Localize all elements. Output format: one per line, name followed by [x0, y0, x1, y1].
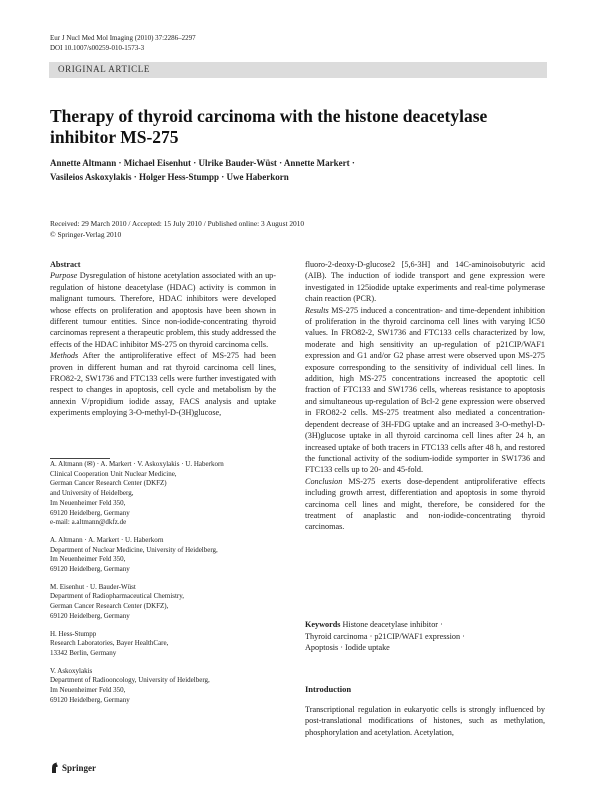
affiliation-line: Im Neuenheimer Feld 350,	[50, 555, 126, 564]
methods-paragraph	[50, 350, 276, 418]
results-label: Results	[305, 305, 329, 315]
conclusion-paragraph	[305, 476, 545, 533]
article-title: Therapy of thyroid carcinoma with the histone deacetylase inhibitor MS-275	[50, 106, 488, 147]
publication-history	[50, 219, 550, 240]
history-dates: Received: 29 March 2010 / Accepted: 15 July 2010 / Published online: 3 August 2010	[50, 219, 305, 228]
publisher-name: Springer	[62, 763, 97, 773]
author-line: Annette Altmann · Michael Eisenhut · Ulrike Bauder-Wüst · Annette Markert ·	[50, 158, 355, 168]
keywords	[305, 619, 545, 654]
affiliation-line: 69120 Heidelberg, Germany	[50, 508, 130, 517]
affiliation-line: A. Altmann (✉) · A. Markert · V. Askoxylakis · U. Haberkorn	[50, 460, 224, 468]
affiliation-line: 69120 Heidelberg, Germany	[50, 565, 130, 574]
affiliation-line: Im Neuenheimer Feld 350,	[50, 686, 126, 695]
affiliation-line: M. Eisenhut · U. Bauder-Wüst	[50, 582, 136, 591]
introduction-heading: Introduction	[305, 684, 352, 694]
results-text: MS-275 induced a concentration- and time-dependent inhibition of proliferation in the thyroid carcinoma cell lines with varying IC50 values. In FRO82-2, SW1736 and FTC133 cells characterized by low, moderate and high sensitivity an up-regulation of p21CIP/WAF1 expression and G1 and/or G2 phase arrest were observed upon MS-275 exposure corresponding to the sensitivity of individual cell lines. In addition, high MS-275 concentrations increased the apoptotic cell fraction of FTC133 and SW1736 cells, whereas resistance to apoptosis and simultaneous up-regulation of Bcl-2 gene expression were observed in FRO82-2 cells. MS-275 treatment also mediated a concentration-dependent decrease of 3H-FDG uptake and an increased 3-O-methyl-D-(3H)glucose uptake in all thyroid carcinoma cell lines after 24 h, an increased uptake of both tracers in FTC133 cells after 48 h, and restored the functional activity of the sodium-iodide symporter in SW1736 and FTC133 cells up to 20- and 45-fold.	[305, 305, 546, 475]
affiliation-block	[50, 460, 278, 528]
affiliation-line: 69120 Heidelberg, Germany	[50, 611, 130, 620]
conclusion-label: Conclusion	[305, 476, 343, 486]
keywords-line-2: Thyroid carcinoma · p21CIP/WAF1 expression ·	[305, 631, 465, 641]
affiliation-line: Department of Nuclear Medicine, University of Heidelberg,	[50, 545, 218, 554]
affiliation-block	[50, 536, 278, 575]
journal-citation	[50, 33, 196, 53]
affiliation-block	[50, 583, 278, 622]
keywords-line-1: Histone deacetylase inhibitor ·	[342, 620, 443, 629]
affiliation-line: German Cancer Research Center (DKFZ),	[50, 602, 169, 611]
affiliation-block	[50, 667, 278, 706]
affiliation-line: Im Neuenheimer Feld 350,	[50, 498, 126, 507]
affiliation-line: German Cancer Research Center (DKFZ)	[50, 479, 167, 488]
author-list	[50, 157, 490, 184]
affiliations	[50, 460, 278, 713]
author-line: Vasileios Askoxylakis · Holger Hess-Stumpp · Uwe Haberkorn	[50, 171, 289, 182]
results-paragraph	[305, 305, 545, 476]
affiliation-divider	[50, 458, 110, 459]
doi-line: DOI 10.1007/s00259-010-1573-3	[50, 44, 145, 52]
purpose-paragraph	[50, 270, 276, 350]
affiliation-block	[50, 630, 278, 659]
affiliation-line: and University of Heidelberg,	[50, 489, 134, 498]
affiliation-line: e-mail: a.altmann@dkfz.de	[50, 518, 127, 527]
keywords-label: Keywords	[305, 620, 341, 629]
keywords-line	[305, 619, 545, 631]
affiliation-line: 69120 Heidelberg, Germany	[50, 695, 130, 704]
affiliation-line: Department of Radiopharmaceutical Chemistry,	[50, 592, 185, 601]
methods-continued: fluoro-2-deoxy-D-glucose2 [5,6-3H] and 14C-aminoisobutyric acid (AIB). The induction of iodide transport and gene expression were investigated in 125iodide uptake experiments and real-time polymerase chain reaction (PCR).	[305, 260, 545, 304]
keywords-line-3: Apoptosis · Iodide uptake	[305, 643, 390, 653]
springer-horse-logo-icon	[50, 762, 59, 774]
conclusion-text: MS-275 exerts dose-dependent antiproliferative effects including growth arrest, differentiation and apoptosis in some thyroid carcinoma cell lines and might, therefore, be considered for the treatment of anaplastic and non-iodide-concentrating thyroid carcinomas.	[305, 476, 545, 532]
abstract-left-column	[50, 259, 276, 419]
publisher-footer	[50, 762, 96, 774]
affiliation-line: A. Altmann · A. Markert · U. Haberkorn	[50, 535, 164, 544]
copyright-line: © Springer-Verlag 2010	[50, 229, 122, 239]
affiliation-line: Research Laboratories, Bayer HealthCare,	[50, 639, 169, 648]
purpose-text: Dysregulation of histone acetylation associated with an up-regulation of histone deacetylase (HDAC) activity is common in malignant tumours. Therefore, HDAC inhibitors were developed whose effects on proliferation and apoptosis have been shown in different tumour entities. Since non-iodide-concentrating thyroid carcinomas represent a therapeutic problem, this study addressed the effects of the HDAC inhibitor MS-275 on thyroid carcinoma cells.	[50, 271, 276, 349]
journal-line: Eur J Nucl Med Mol Imaging (2010) 37:2286–2297	[50, 34, 196, 42]
introduction-text: Transcriptional regulation in eukaryotic cells is strongly influenced by post-translational modifications of histones, such as methylation, phosphorylation and acetylation. Acetylation,	[305, 705, 545, 737]
methods-text: After the antiproliferative effect of MS-275 had been proven in different human and rat thyroid carcinoma cell lines, FRO82-2, SW1736 and FTC133 cells were further investigated with respect to changes in apoptosis, cell cycle and metabolism by the annexin V/propidium iodide assay, FACS analysis and uptake experiments employing 3-O-methyl-D-(3H)glucose,	[50, 351, 276, 418]
affiliation-line: V. Askoxylakis	[50, 666, 93, 675]
abstract-heading: Abstract	[50, 260, 81, 269]
article-type-label: ORIGINAL ARTICLE	[58, 64, 150, 74]
abstract-right-column	[305, 259, 545, 533]
purpose-label: Purpose	[50, 271, 78, 281]
affiliation-line: H. Hess-Stumpp	[50, 629, 97, 638]
affiliation-line: Clinical Cooperation Unit Nuclear Medicine,	[50, 469, 177, 478]
methods-label: Methods	[50, 351, 79, 361]
affiliation-line: Department of Radiooncology, University of Heidelberg,	[50, 676, 210, 685]
affiliation-line: 13342 Berlin, Germany	[50, 648, 117, 657]
